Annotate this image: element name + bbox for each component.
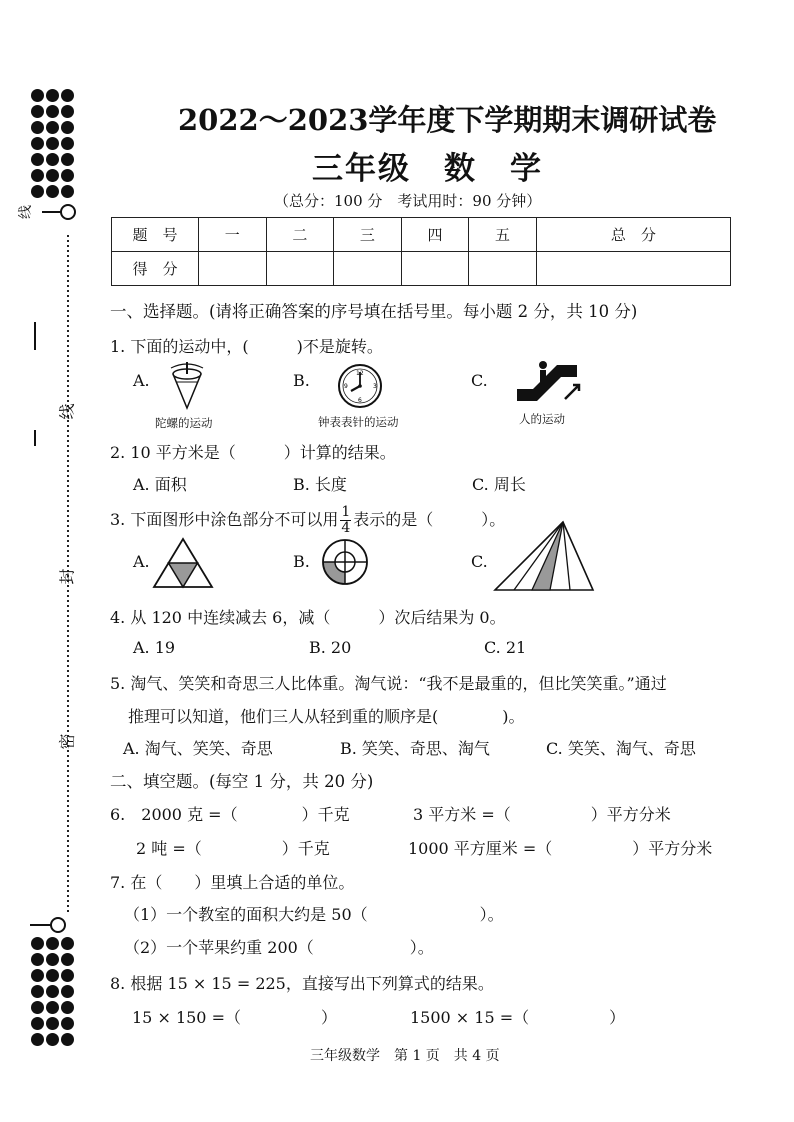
binding-mark-secret: 密 <box>57 733 77 750</box>
score-cell[interactable] <box>469 252 537 286</box>
svg-text:6: 6 <box>358 397 362 404</box>
binding-mark-line: 线 <box>57 403 77 420</box>
q6-b: 3 平方米 =（ ）平方分米 <box>413 805 671 824</box>
score-col-total: 总 分 <box>536 218 730 252</box>
q5-option-a: A. 淘气、笑笑、奇思 <box>123 739 273 758</box>
q1-text: 1. 下面的运动中，( )不是旋转。 <box>110 337 383 356</box>
score-cell[interactable] <box>199 252 267 286</box>
q7-sub2: （2）一个苹果约重 200（ ）。 <box>124 938 434 957</box>
score-col-2: 二 <box>266 218 334 252</box>
escalator-icon <box>513 357 585 409</box>
q3-text-after: 表示的是（ ）。 <box>353 510 506 529</box>
q5-line1: 5. 淘气、笑笑和奇思三人比体重。淘气说：“我不是最重的，但比笑笑重。”通过 <box>110 674 667 693</box>
q2-option-b: B. 长度 <box>293 475 347 494</box>
q3-option-c-label: C. <box>471 552 488 571</box>
score-cell[interactable] <box>536 252 730 286</box>
fraction-one-quarter <box>340 505 351 536</box>
q6-a: 6. 2000 克 =（ ）千克 <box>110 805 350 824</box>
svg-text:12: 12 <box>356 370 364 377</box>
spinning-top-icon <box>165 360 209 414</box>
q1-option-c-caption: 人的运动 <box>519 412 565 426</box>
score-col-1: 一 <box>199 218 267 252</box>
triangle-split-shape <box>493 520 597 594</box>
clock-icon <box>336 362 384 410</box>
binding-dotted-line <box>0 0 100 1122</box>
score-table-row-label: 得 分 <box>112 252 199 286</box>
section1-heading: 一、选择题。(请将正确答案的序号填在括号里。每小题 2 分，共 10 分) <box>110 302 638 321</box>
q4-text: 4. 从 120 中连续减去 6，减（ ）次后结果为 0。 <box>110 608 506 627</box>
binding-mark-seal: 封 <box>57 568 77 585</box>
score-col-5: 五 <box>469 218 537 252</box>
q1-option-a-label: A. <box>133 371 150 390</box>
q2-option-a: A. 面积 <box>133 475 187 494</box>
score-col-4: 四 <box>401 218 469 252</box>
q5-option-b: B. 笑笑、奇思、淘气 <box>340 739 490 758</box>
binding-mark-line-top: 线 <box>18 205 34 219</box>
score-table <box>111 217 731 286</box>
q8-b: 1500 × 15 =（ ） <box>410 1008 626 1027</box>
q7-sub1: （1）一个教室的面积大约是 50（ ）。 <box>124 905 504 924</box>
score-col-3: 三 <box>334 218 402 252</box>
score-cell[interactable] <box>334 252 402 286</box>
q1-option-b-label: B. <box>293 371 310 390</box>
fraction-denominator: 4 <box>341 520 351 536</box>
score-table-header-label: 题 号 <box>112 218 199 252</box>
q5-option-c: C. 笑笑、淘气、奇思 <box>546 739 696 758</box>
score-cell[interactable] <box>401 252 469 286</box>
q8-a: 15 × 150 =（ ） <box>132 1008 337 1027</box>
q2-option-c: C. 周长 <box>472 475 526 494</box>
circle-quarter-shape <box>320 537 370 587</box>
q3-option-a-label: A. <box>133 552 150 571</box>
q3-text <box>110 505 505 536</box>
q8-text: 8. 根据 15 × 15 = 225，直接写出下列算式的结果。 <box>110 974 494 993</box>
section2-heading: 二、填空题。(每空 1 分，共 20 分) <box>110 772 374 791</box>
fraction-numerator: 1 <box>341 504 351 520</box>
subject-title: 三年级 数 学 <box>312 151 543 187</box>
page-title: 2022～2023学年度下学期期末调研试卷 <box>178 103 717 137</box>
q4-option-b: B. 20 <box>309 638 352 657</box>
q5-line2: 推理可以知道，他们三人从轻到重的顺序是( )。 <box>128 707 525 726</box>
q3-option-b-label: B. <box>293 552 310 571</box>
triangle-quarter-shape <box>150 537 216 589</box>
q4-option-c: C. 21 <box>484 638 527 657</box>
svg-text:9: 9 <box>344 383 348 390</box>
q1-option-b-caption: 钟表表针的运动 <box>318 415 399 429</box>
q2-text: 2. 10 平方米是（ ）计算的结果。 <box>110 443 396 462</box>
page-footer: 三年级数学 第 1 页 共 4 页 <box>310 1048 500 1064</box>
q3-text-before: 3. 下面图形中涂色部分不可以用 <box>110 510 339 529</box>
q6-c: 2 吨 =（ ）千克 <box>136 839 330 858</box>
q4-option-a: A. 19 <box>133 638 176 657</box>
q1-option-a-caption: 陀螺的运动 <box>155 416 213 430</box>
q6-d: 1000 平方厘米 =（ ）平方分米 <box>408 839 713 858</box>
svg-text:3: 3 <box>373 383 377 390</box>
score-cell[interactable] <box>266 252 334 286</box>
exam-info: （总分：100 分 考试用时：90 分钟） <box>274 192 542 210</box>
q1-option-c-label: C. <box>471 371 488 390</box>
q7-text: 7. 在（ ）里填上合适的单位。 <box>110 873 355 892</box>
